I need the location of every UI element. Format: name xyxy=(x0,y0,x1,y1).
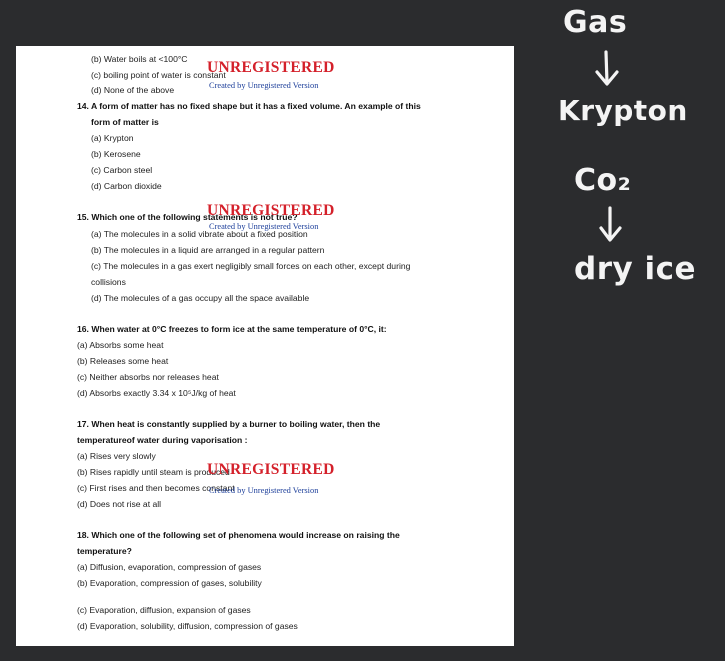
q14-question-line2: form of matter is xyxy=(91,117,159,127)
q16-option-b: (b) Releases some heat xyxy=(77,356,169,366)
q16-option-d: (d) Absorbs exactly 3.34 x 10⁵J/kg of heat xyxy=(77,388,236,398)
q18-question-line1: 18. Which one of the following set of phenomena would increase on raising the xyxy=(77,530,400,540)
q14-option-a: (a) Krypton xyxy=(91,133,134,143)
q18-question-line2: temperature? xyxy=(77,546,132,556)
q13-option-d: (d) None of the above xyxy=(91,85,175,95)
q14-option-c: (c) Carbon steel xyxy=(91,165,153,175)
q17-question-line1: 17. When heat is constantly supplied by a burner to boiling water, then the xyxy=(77,419,381,429)
q18-option-b: (b) Evaporation, compression of gases, solubility xyxy=(77,578,262,588)
q16-option-a: (a) Absorbs some heat xyxy=(77,340,164,350)
handwritten-arrow-down-icon xyxy=(595,206,625,244)
watermark-title-1: UNREGISTERED xyxy=(207,59,335,76)
watermark-title-2: UNREGISTERED xyxy=(207,202,335,219)
q18-option-a: (a) Diffusion, evaporation, compression of gases xyxy=(77,562,262,572)
q17-option-d: (d) Does not rise at all xyxy=(77,499,162,509)
handwritten-dry-ice: dry ice xyxy=(574,251,697,287)
q14-question-line1: 14. A form of matter has no fixed shape but it has a fixed volume. An example of this xyxy=(77,101,421,111)
handwritten-co2: Co₂ xyxy=(574,163,632,198)
q18-option-c: (c) Evaporation, diffusion, expansion of gases xyxy=(77,605,251,615)
q17-option-b: (b) Rises rapidly until steam is produced xyxy=(77,467,230,477)
q17-question-line2: temperatureof water during vaporisation : xyxy=(77,435,248,445)
watermark-subtitle-2: Created by Unregistered Version xyxy=(209,222,319,231)
q17-option-c: (c) First rises and then becomes constant xyxy=(77,483,235,493)
q15-option-c-continued: collisions xyxy=(91,277,126,287)
q15-option-d: (d) The molecules of a gas occupy all the space available xyxy=(91,293,310,303)
q14-option-d: (d) Carbon dioxide xyxy=(91,181,162,191)
q15-question: 15. Which one of the following statements is not true? xyxy=(77,212,298,222)
handwritten-krypton: Krypton xyxy=(558,94,688,127)
q14-option-b: (b) Kerosene xyxy=(91,149,141,159)
watermark-subtitle-3: Created by Unregistered Version xyxy=(209,486,319,495)
q13-option-c: (c) boiling point of water is constant xyxy=(91,70,226,80)
watermark-subtitle-1: Created by Unregistered Version xyxy=(209,81,319,90)
handwritten-gas: Gas xyxy=(563,5,628,40)
q13-option-b: (b) Water boils at <100°C xyxy=(91,54,188,64)
watermark-title-3: UNREGISTERED xyxy=(207,461,335,478)
handwritten-arrow-down-icon xyxy=(592,50,622,88)
q15-option-a: (a) The molecules in a solid vibrate about a fixed position xyxy=(91,229,308,239)
document-page xyxy=(16,46,514,646)
q15-option-c: (c) The molecules in a gas exert negligibly small forces on each other, except during xyxy=(91,261,411,271)
q17-option-a: (a) Rises very slowly xyxy=(77,451,156,461)
q16-question: 16. When water at 0°C freezes to form ice at the same temperature of 0°C, it: xyxy=(77,324,387,334)
q16-option-c: (c) Neither absorbs nor releases heat xyxy=(77,372,219,382)
q15-option-b: (b) The molecules in a liquid are arranged in a regular pattern xyxy=(91,245,325,255)
q18-option-d: (d) Evaporation, solubility, diffusion, compression of gases xyxy=(77,621,298,631)
